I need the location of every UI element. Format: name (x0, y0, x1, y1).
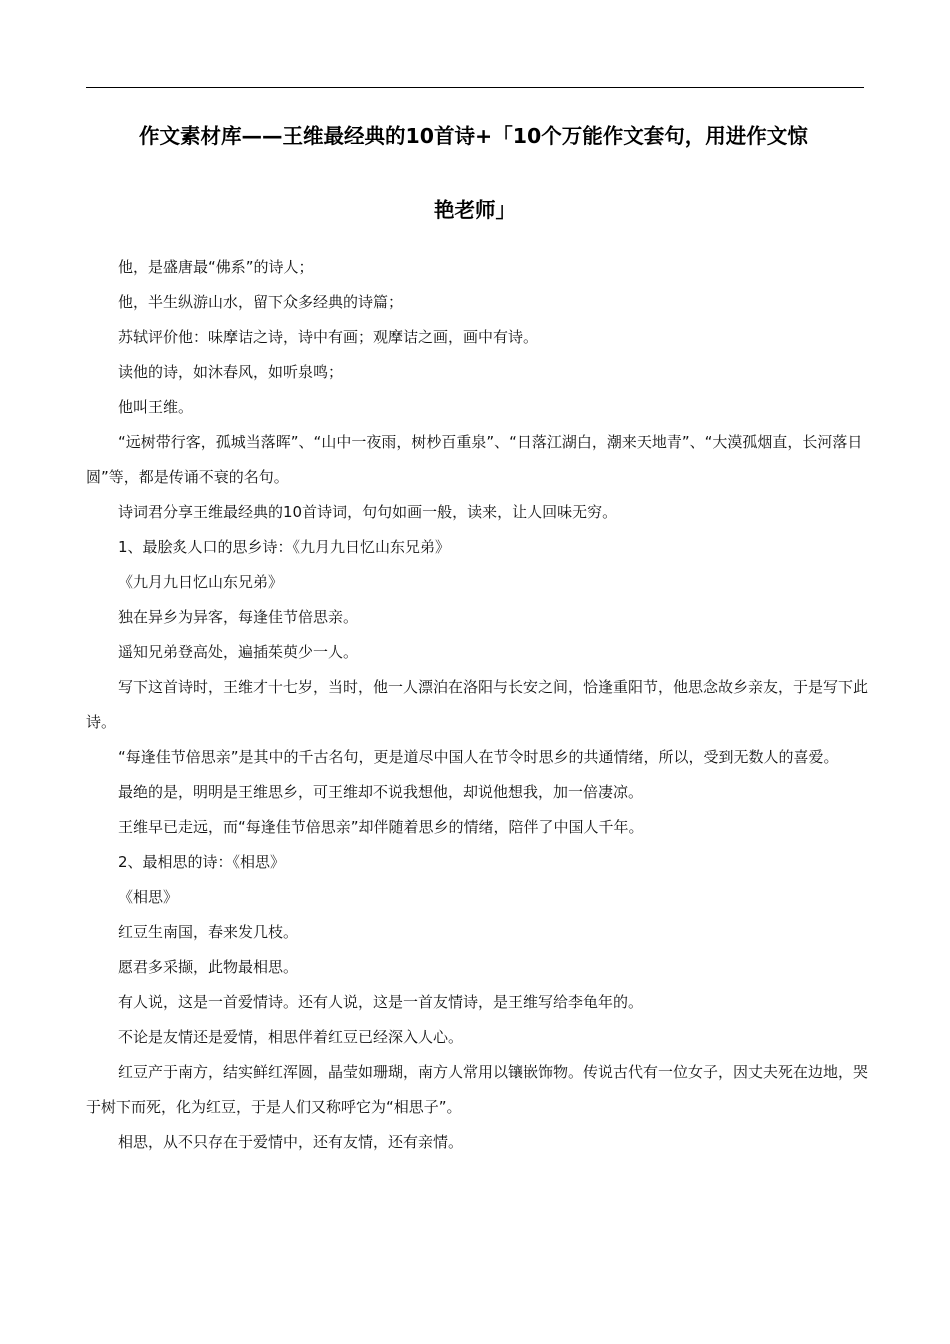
poem-line: 红豆生南国，春来发几枝。 (118, 923, 299, 941)
document-body (86, 250, 872, 1160)
paragraph: 写下这首诗时，王维才十七岁，当时，他一人漂泊在洛阳与长安之间，恰逢重阳节，他思念故乡亲友，于是写下此诗。 (86, 678, 869, 731)
section-heading: 2、最相思的诗：《相思》 (118, 853, 286, 871)
title-line-1: 作文素材库——王维最经典的10首诗+「10个万能作文套句，用进作文惊 (139, 124, 808, 148)
poem-title: 《相思》 (118, 888, 179, 906)
paragraph: 相思，从不只存在于爱情中，还有友情，还有亲情。 (118, 1133, 464, 1151)
poem-line: 愿君多采撷，此物最相思。 (118, 958, 299, 976)
header-rule (86, 87, 864, 88)
poem-line: 独在异乡为异客，每逢佳节倍思亲。 (118, 608, 359, 626)
paragraph: “远树带行客，孤城当落晖”、“山中一夜雨，树杪百重泉”、“日落江湖白，潮来天地青”、“大漠孤烟直，长河落日圆”等，都是传诵不衰的名句。 (86, 433, 863, 486)
paragraph: 不论是友情还是爱情，相思伴着红豆已经深入人心。 (118, 1028, 464, 1046)
poem-line: 遥知兄弟登高处，遍插茱萸少一人。 (118, 643, 359, 661)
paragraph: 他，是盛唐最“佛系”的诗人； (118, 258, 314, 276)
document-title (86, 118, 864, 228)
paragraph: 诗词君分享王维最经典的10首诗词，句句如画一般，读来，让人回味无穷。 (118, 503, 618, 521)
paragraph: 有人说，这是一首爱情诗。还有人说，这是一首友情诗，是王维写给李龟年的。 (118, 993, 644, 1011)
paragraph: 最绝的是，明明是王维思乡，可王维却不说我想他，却说他想我，加一倍凄凉。 (118, 783, 644, 801)
poem-title: 《九月九日忆山东兄弟》 (118, 573, 284, 591)
paragraph: 他叫王维。 (118, 398, 194, 416)
paragraph: “每逢佳节倍思亲”是其中的千古名句，更是道尽中国人在节令时思乡的共通情绪，所以，受到无数人的喜爱。 (118, 748, 839, 766)
section-heading: 1、最脍炙人口的思乡诗：《九月九日忆山东兄弟》 (118, 538, 451, 556)
paragraph: 他，半生纵游山水，留下众多经典的诗篇； (118, 293, 404, 311)
paragraph: 王维早已走远，而“每逢佳节倍思亲”却伴随着思乡的情绪，陪伴了中国人千年。 (118, 818, 644, 836)
paragraph: 读他的诗，如沐春风，如听泉鸣； (118, 363, 344, 381)
title-line-2: 艳老师」 (434, 198, 516, 222)
paragraph: 红豆产于南方，结实鲜红浑圆，晶莹如珊瑚，南方人常用以镶嵌饰物。传说古代有一位女子，因丈夫死在边地，哭于树下而死，化为红豆，于是人们又称呼它为“相思子”。 (86, 1063, 869, 1116)
paragraph: 苏轼评价他：味摩诘之诗，诗中有画；观摩诘之画，画中有诗。 (118, 328, 539, 346)
